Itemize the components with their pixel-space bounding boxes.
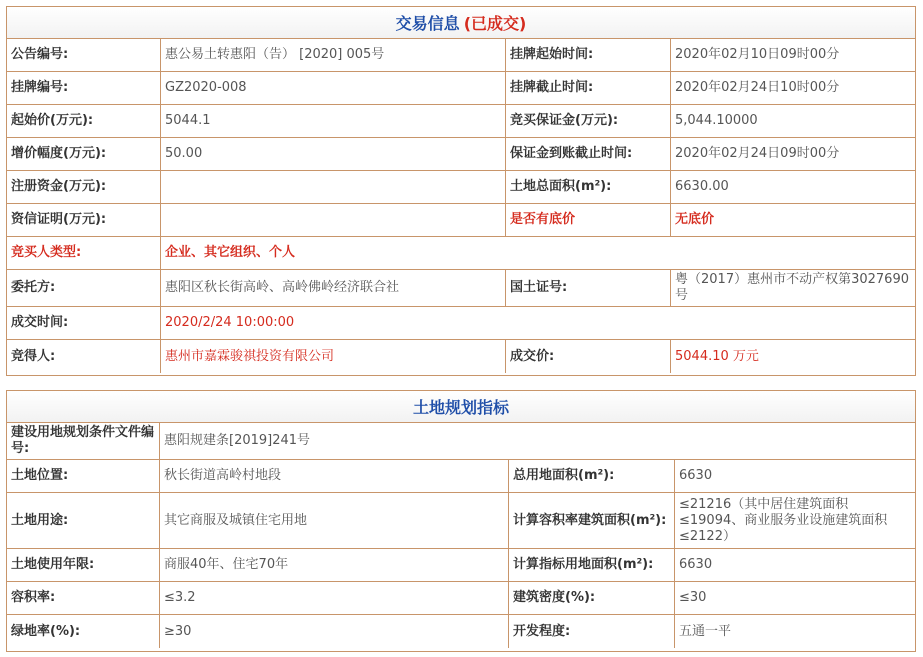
plot-ratio-value: ≤3.2 bbox=[160, 582, 509, 614]
deal-price-label: 成交价: bbox=[506, 340, 671, 373]
planning-panel bbox=[6, 390, 916, 652]
start-price-value: 5044.1 bbox=[161, 105, 506, 137]
land-location-value: 秋长街道高岭村地段 bbox=[160, 460, 509, 492]
planning-doc-label: 建设用地规划条件文件编号: bbox=[7, 423, 160, 459]
planning-title: 土地规划指标 bbox=[412, 398, 509, 417]
trade-info-header bbox=[7, 7, 915, 39]
plot-ratio-label: 容积率: bbox=[7, 582, 160, 614]
entrust-value: 惠阳区秋长街高岭、高岭佛岭经济联合社 bbox=[161, 270, 506, 306]
deal-price-value: 5044.10 万元 bbox=[675, 348, 759, 364]
land-area-value: 6630.00 bbox=[675, 179, 729, 194]
winner-label: 竞得人: bbox=[7, 340, 161, 373]
start-price-label: 起始价(万元): bbox=[7, 105, 161, 137]
development-level-label: 开发程度: bbox=[509, 615, 675, 648]
credit-proof-label: 资信证明(万元): bbox=[7, 204, 161, 236]
land-cert-value: 粤（2017）惠州市不动产权第3027690号 bbox=[675, 272, 909, 303]
trade-row bbox=[7, 138, 915, 171]
trade-row bbox=[7, 237, 915, 270]
development-level-value: 五通一平 bbox=[679, 623, 732, 639]
building-density-label: 建筑密度(%): bbox=[509, 582, 675, 614]
trade-status: (已成交) bbox=[463, 14, 527, 33]
land-cert-label: 国土证号: bbox=[506, 270, 671, 306]
announcement-no-label: 公告编号: bbox=[7, 39, 161, 71]
bidder-type-label: 竞买人类型: bbox=[7, 237, 161, 269]
credit-proof-value bbox=[161, 204, 506, 236]
use-term-label: 土地使用年限: bbox=[7, 549, 160, 581]
trade-row bbox=[7, 270, 915, 307]
listing-end-label: 挂牌截止时间: bbox=[506, 72, 671, 104]
planning-row bbox=[7, 493, 915, 549]
green-ratio-value: ≥30 bbox=[160, 615, 509, 648]
deposit-deadline-value: 2020年02月24日09时00分 bbox=[675, 146, 840, 161]
land-use-value: 其它商服及城镇住宅用地 bbox=[160, 493, 509, 548]
planning-row bbox=[7, 549, 915, 582]
planning-header bbox=[7, 391, 915, 423]
planning-row bbox=[7, 582, 915, 615]
planning-row bbox=[7, 460, 915, 493]
bidder-type-value: 企业、其它组织、个人 bbox=[165, 245, 296, 260]
deposit-value: 5,044.10000 bbox=[675, 113, 758, 128]
green-ratio-label: 绿地率(%): bbox=[7, 615, 160, 648]
planning-row bbox=[7, 615, 915, 648]
trade-row bbox=[7, 204, 915, 237]
reserve-price-value: 无底价 bbox=[675, 212, 715, 227]
land-area-label: 土地总面积(m²): bbox=[506, 171, 671, 203]
calc-land-area-value: 6630 bbox=[679, 557, 713, 572]
land-use-label: 土地用途: bbox=[7, 493, 160, 548]
announcement-no-value: 惠公易土转惠阳（告） [2020] 005号 bbox=[161, 39, 506, 71]
increment-label: 增价幅度(万元): bbox=[7, 138, 161, 170]
registered-capital-label: 注册资金(万元): bbox=[7, 171, 161, 203]
trade-row bbox=[7, 171, 915, 204]
listing-start-label: 挂牌起始时间: bbox=[506, 39, 671, 71]
planning-doc-value: 惠阳规建条[2019]241号 bbox=[164, 433, 311, 448]
deal-time-label: 成交时间: bbox=[7, 307, 161, 339]
increment-value: 50.00 bbox=[161, 138, 506, 170]
trade-info-title: 交易信息 bbox=[395, 14, 460, 33]
far-area-label: 计算容积率建筑面积(m²): bbox=[509, 493, 675, 548]
planning-row bbox=[7, 423, 915, 460]
listing-end-value: 2020年02月24日10时00分 bbox=[675, 80, 840, 95]
trade-row bbox=[7, 39, 915, 72]
listing-start-value: 2020年02月10日09时00分 bbox=[675, 47, 840, 62]
calc-land-area-label: 计算指标用地面积(m²): bbox=[509, 549, 675, 581]
registered-capital-value bbox=[161, 171, 506, 203]
total-land-area-value: 6630 bbox=[679, 468, 713, 483]
total-land-area-label: 总用地面积(m²): bbox=[509, 460, 675, 492]
deal-time-value: 2020/2/24 10:00:00 bbox=[165, 315, 295, 330]
building-density-value: ≤30 bbox=[679, 590, 707, 605]
far-area-value: ≤21216（其中居住建筑面积≤19094、商业服务业设施建筑面积≤2122） bbox=[679, 496, 888, 544]
listing-no-label: 挂牌编号: bbox=[7, 72, 161, 104]
deposit-label: 竞买保证金(万元): bbox=[506, 105, 671, 137]
reserve-price-label: 是否有底价 bbox=[506, 204, 671, 236]
entrust-label: 委托方: bbox=[7, 270, 161, 306]
trade-row bbox=[7, 340, 915, 373]
trade-info-panel bbox=[6, 6, 916, 376]
land-location-label: 土地位置: bbox=[7, 460, 160, 492]
trade-row bbox=[7, 105, 915, 138]
trade-row bbox=[7, 307, 915, 340]
deposit-deadline-label: 保证金到账截止时间: bbox=[506, 138, 671, 170]
listing-no-value: GZ2020-008 bbox=[161, 72, 506, 104]
trade-row bbox=[7, 72, 915, 105]
winner-value: 惠州市嘉霖骏祺投资有限公司 bbox=[161, 340, 506, 373]
use-term-value: 商服40年、住宅70年 bbox=[160, 549, 509, 581]
